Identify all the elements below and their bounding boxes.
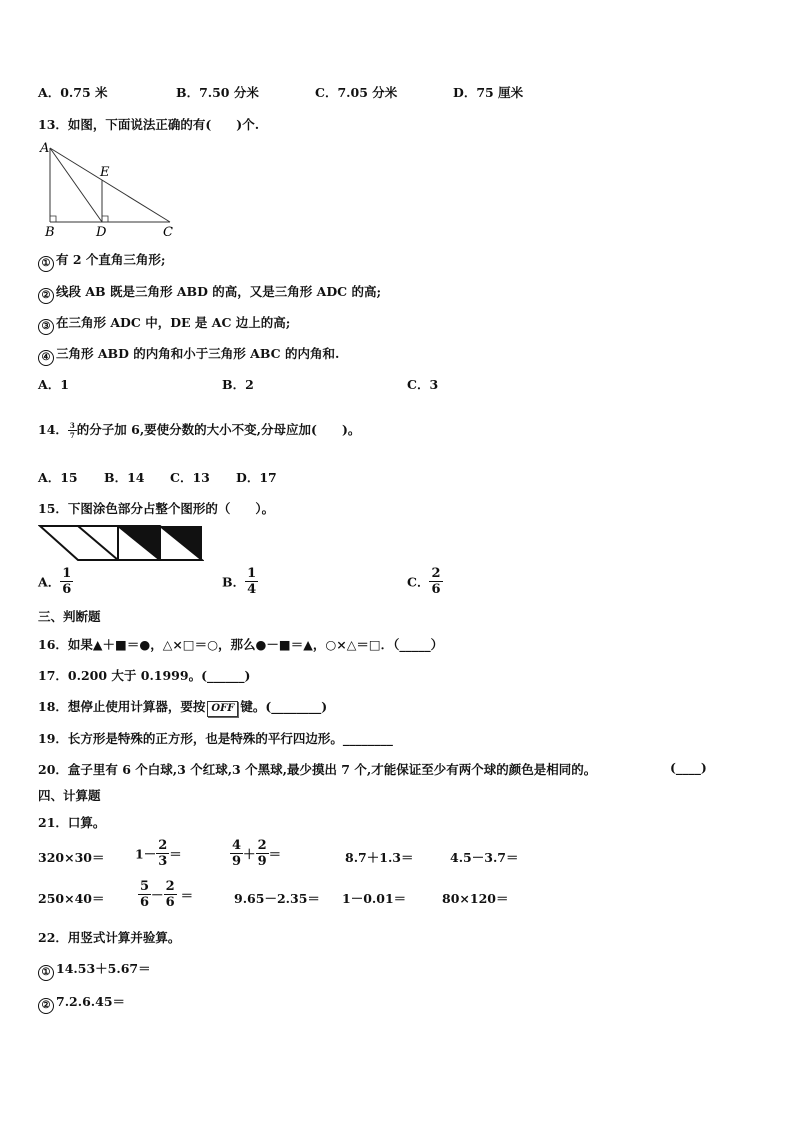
q13-statement-3: ③ 在三角形 ADC 中，DE 是 AC 边上的高; (38, 313, 290, 335)
label-e: E (100, 165, 110, 180)
q14-fraction: $\frac{3}{7}$ (69, 421, 75, 440)
q17-text: 17．0.200 大于 0.1999。(______) (38, 668, 251, 683)
q15-option-c: C． $\frac{2}{6}$ (407, 566, 441, 597)
q19-text: 19．长方形是特殊的正方形，也是特殊的平行四边形。________ (38, 731, 393, 746)
q15-stem: 15．下图涂色部分占整个图形的（ ）。 (38, 501, 275, 516)
label-c: C (163, 225, 173, 240)
q21-expr-7: $\frac{5}{6}$ － $\frac{2}{6}$ ＝ (140, 879, 194, 910)
q22-problem-2: ② 7.2.6.45＝ (38, 992, 125, 1014)
q14-option-b: B．14 (104, 470, 145, 485)
q13-statement-4: ④ 三角形 ABD 的内角和小于三角形 ABC 的内角和. (38, 344, 339, 366)
q22-problem-1: ① 14.53＋5.67＝ (38, 959, 151, 981)
q21-expr-9: 1－0.01＝ (342, 891, 407, 906)
label-a: A (40, 141, 50, 156)
num-circle-1: ① (38, 965, 54, 981)
num-circle-3: ③ (38, 319, 54, 335)
q15-parallelogram-figure (38, 524, 204, 564)
q16-text: 16．如果▲＋■＝●，△×□＝○，那么●－■＝▲，○×△＝□．（_____） (38, 637, 444, 652)
label-b: B (45, 225, 55, 240)
q18-text: 18．想停止使用计算器，要按 OFF 键。(________) (38, 697, 327, 717)
q21-expr-8: 9.65－2.35＝ (234, 891, 320, 906)
q21-expr-3: $\frac{4}{9}$ ＋ $\frac{2}{9}$ ＝ (232, 838, 282, 869)
q21-stem: 21．口算。 (38, 815, 106, 830)
q15-option-a: A． $\frac{1}{6}$ (38, 566, 72, 597)
section-3-heading: 三、判断题 (38, 609, 101, 624)
q21-expr-10: 80×120＝ (442, 891, 509, 906)
q15-option-b: B． $\frac{1}{4}$ (222, 566, 257, 597)
q13-option-c: C．3 (407, 377, 439, 392)
q12-option-a: A．0.75 米 (38, 85, 108, 100)
q22-stem: 22．用竖式计算并验算。 (38, 930, 181, 945)
q21-expr-4: 8.7＋1.3＝ (345, 850, 414, 865)
q13-stem: 13．如图，下面说法正确的有( )个. (38, 117, 260, 132)
right-angle-b (50, 216, 56, 222)
q21-expr-6: 250×40＝ (38, 891, 105, 906)
right-angle-d (102, 216, 108, 222)
num-circle-2: ② (38, 288, 54, 304)
divider-1 (78, 526, 118, 560)
q12-option-c: C．7.05 分米 (315, 85, 398, 100)
q20-blank: (____) (670, 760, 707, 775)
num-circle-2: ② (38, 998, 54, 1014)
q13-statement-1: ① 有 2 个直角三角形; (38, 250, 166, 272)
q12-option-d: D．75 厘米 (453, 85, 524, 100)
q21-expr-5: 4.5－3.7＝ (450, 850, 519, 865)
q13-statement-2: ② 线段 AB 既是三角形 ABD 的高，又是三角形 ADC 的高; (38, 282, 381, 304)
q13-option-a: A．1 (38, 377, 69, 392)
q13-option-b: B．2 (222, 377, 254, 392)
segment-ac (50, 148, 170, 222)
q21-expr-1: 320×30＝ (38, 850, 105, 865)
label-d: D (96, 225, 107, 240)
q21-expr-2: 1－ $\frac{2}{3}$ ＝ (135, 838, 182, 869)
q13-triangle-figure (30, 136, 190, 240)
q14-option-c: C．13 (170, 470, 210, 485)
num-circle-1: ① (38, 256, 54, 272)
q14-stem: 14． $\frac{3}{7}$ 的分子加 6,要使分数的大小不变,分母应加( )。 (38, 421, 361, 440)
q14-option-d: D．17 (236, 470, 277, 485)
q14-option-a: A．15 (38, 470, 78, 485)
section-4-heading: 四、计算题 (38, 788, 101, 803)
segment-ad (50, 148, 102, 222)
num-circle-4: ④ (38, 350, 54, 366)
off-key-icon: OFF (207, 701, 238, 717)
q20-text: 20．盒子里有 6 个白球,3 个红球,3 个黑球,最少摸出 7 个,才能保证至少有两个球的颜色是相同的。 (38, 762, 597, 777)
q12-option-b: B．7.50 分米 (176, 85, 259, 100)
